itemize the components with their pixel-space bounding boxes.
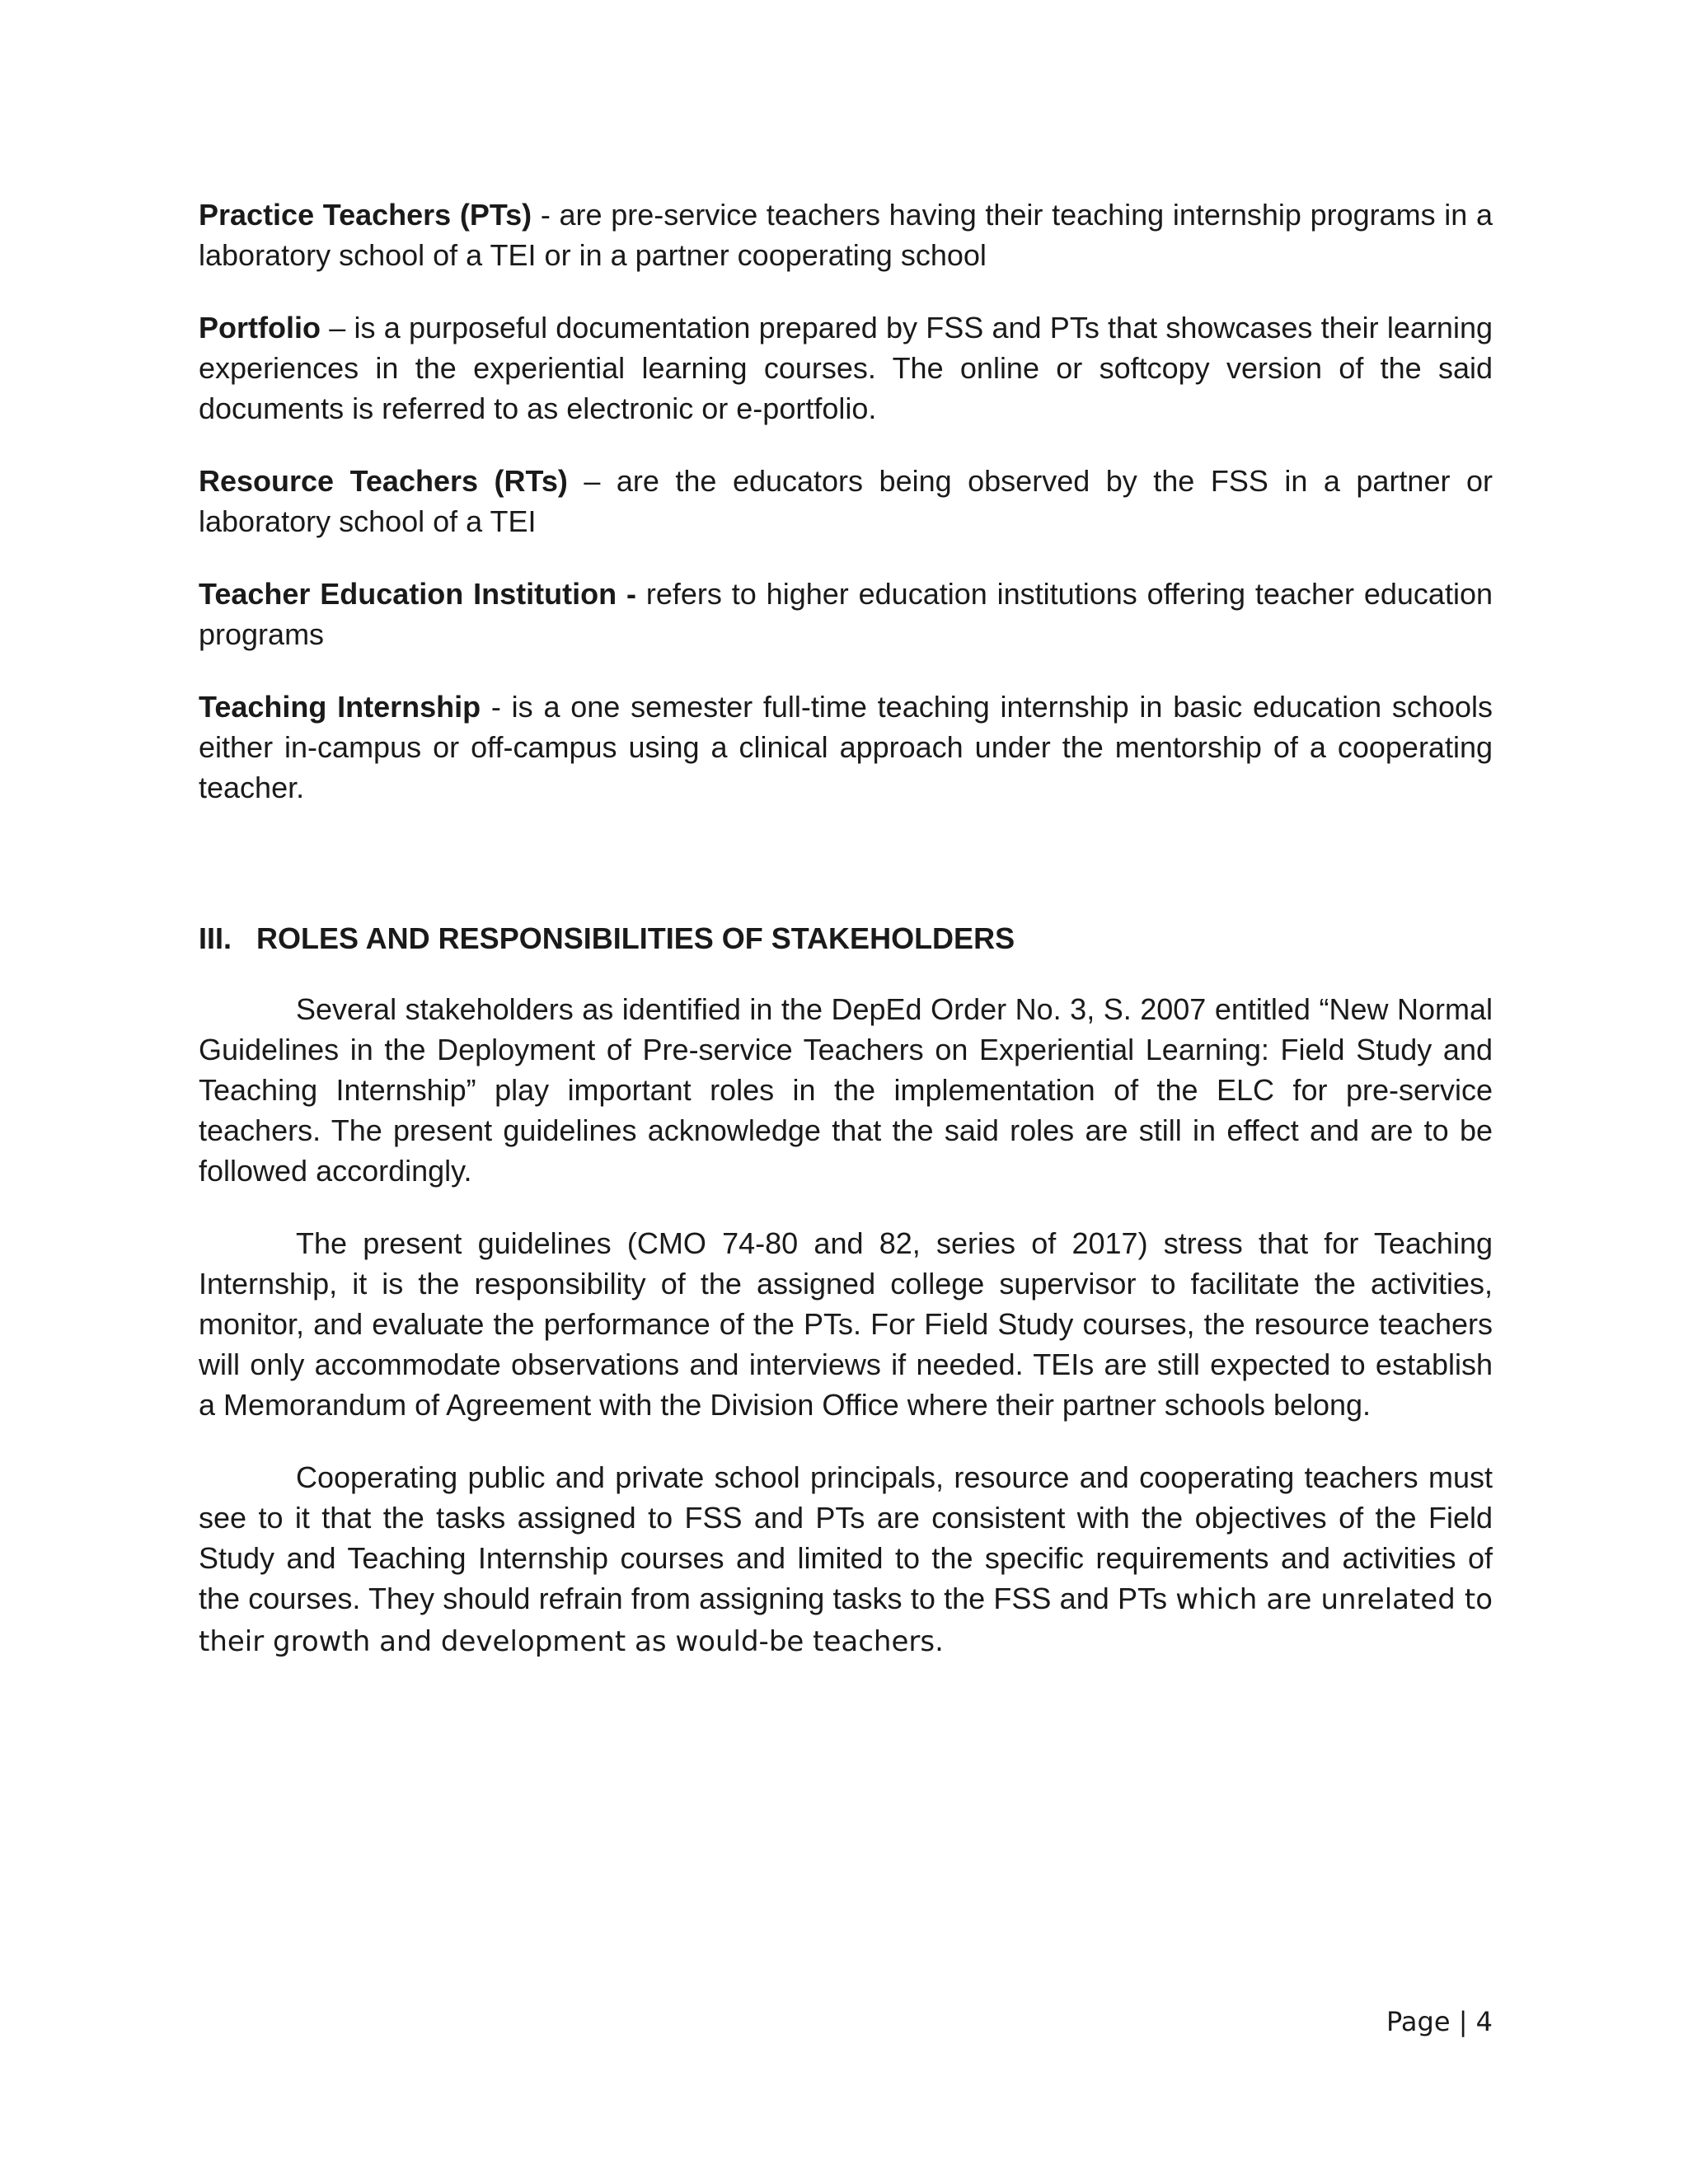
definition-portfolio [199, 307, 1493, 429]
definition-term: Teacher Education Institution - [199, 577, 636, 611]
definition-text: – is a purposeful documentation prepared by FSS and PTs that showcases their learning experiences in the experiential learning courses. The online or softcopy version of the said documents is referred to as electronic or e-portfolio. [199, 311, 1493, 425]
section-heading [199, 918, 1493, 958]
definition-term: Portfolio [199, 311, 321, 344]
section-title: ROLES AND RESPONSIBILITIES OF STAKEHOLDERS [256, 921, 1015, 955]
section-number: III. [199, 921, 232, 955]
definition-text: - are pre-service teachers having their teaching internship programs in a laboratory school of a TEI or in a partner cooperating school [199, 198, 1493, 272]
definition-text: refers to higher education institutions offering teacher education programs [199, 577, 1493, 651]
definition-term: Practice Teachers (PTs) [199, 198, 532, 232]
definition-text: - is a one semester full-time teaching internship in basic education schools either in-campus or off-campus using a clinical approach under the mentorship of a cooperating teacher. [199, 690, 1493, 804]
definition-teaching-internship [199, 687, 1493, 808]
section-paragraph: The present guidelines (CMO 74-80 and 82, series of 2017) stress that for Teaching Internship, it is the responsibility of the assigned college supervisor to facilitate the activities, monitor, and evaluate the performance of the PTs. For Field Study courses, the resource teachers will only accommodate observations and interviews if needed. TEIs are still expected to establish a Memorandum of Agreement with the Division Office where their partner schools belong. [199, 1226, 1493, 1422]
definition-practice-teachers [199, 194, 1493, 275]
paragraph-tail-text: which are unrelated to their growth and development as would-be teachers. [199, 1583, 1493, 1658]
definition-term: Teaching Internship [199, 690, 481, 724]
definition-resource-teachers [199, 461, 1493, 541]
paragraph-text: Cooperating public and private school principals, resource and cooperating teachers must see to it that the tasks assigned to FSS and PTs are consistent with the objectives of the Field Study and Teaching Internship courses and limited to the specific requirements and activities of the courses. They should refrain from assigning tasks to the FSS and PTs [199, 1460, 1493, 1615]
page-number: Page | 4 [1386, 2006, 1493, 2037]
section-paragraph: Several stakeholders as identified in the DepEd Order No. 3, S. 2007 entitled “New Normal Guidelines in the Deployment of Pre-service Teachers on Experiential Learning: Field Study and Teaching Internship” play important roles in the implementation of the ELC for pre-service teachers. The present guidelines acknowledge that the said roles are still in effect and are to be followed accordingly. [199, 992, 1493, 1188]
definition-teacher-education-institution [199, 574, 1493, 654]
definition-term: Resource Teachers (RTs) [199, 464, 568, 498]
page-content [199, 194, 1493, 1694]
definition-text: – are the educators being observed by the FSS in a partner or laboratory school of a TEI [199, 464, 1493, 538]
section-paragraph-last [199, 1457, 1493, 1662]
